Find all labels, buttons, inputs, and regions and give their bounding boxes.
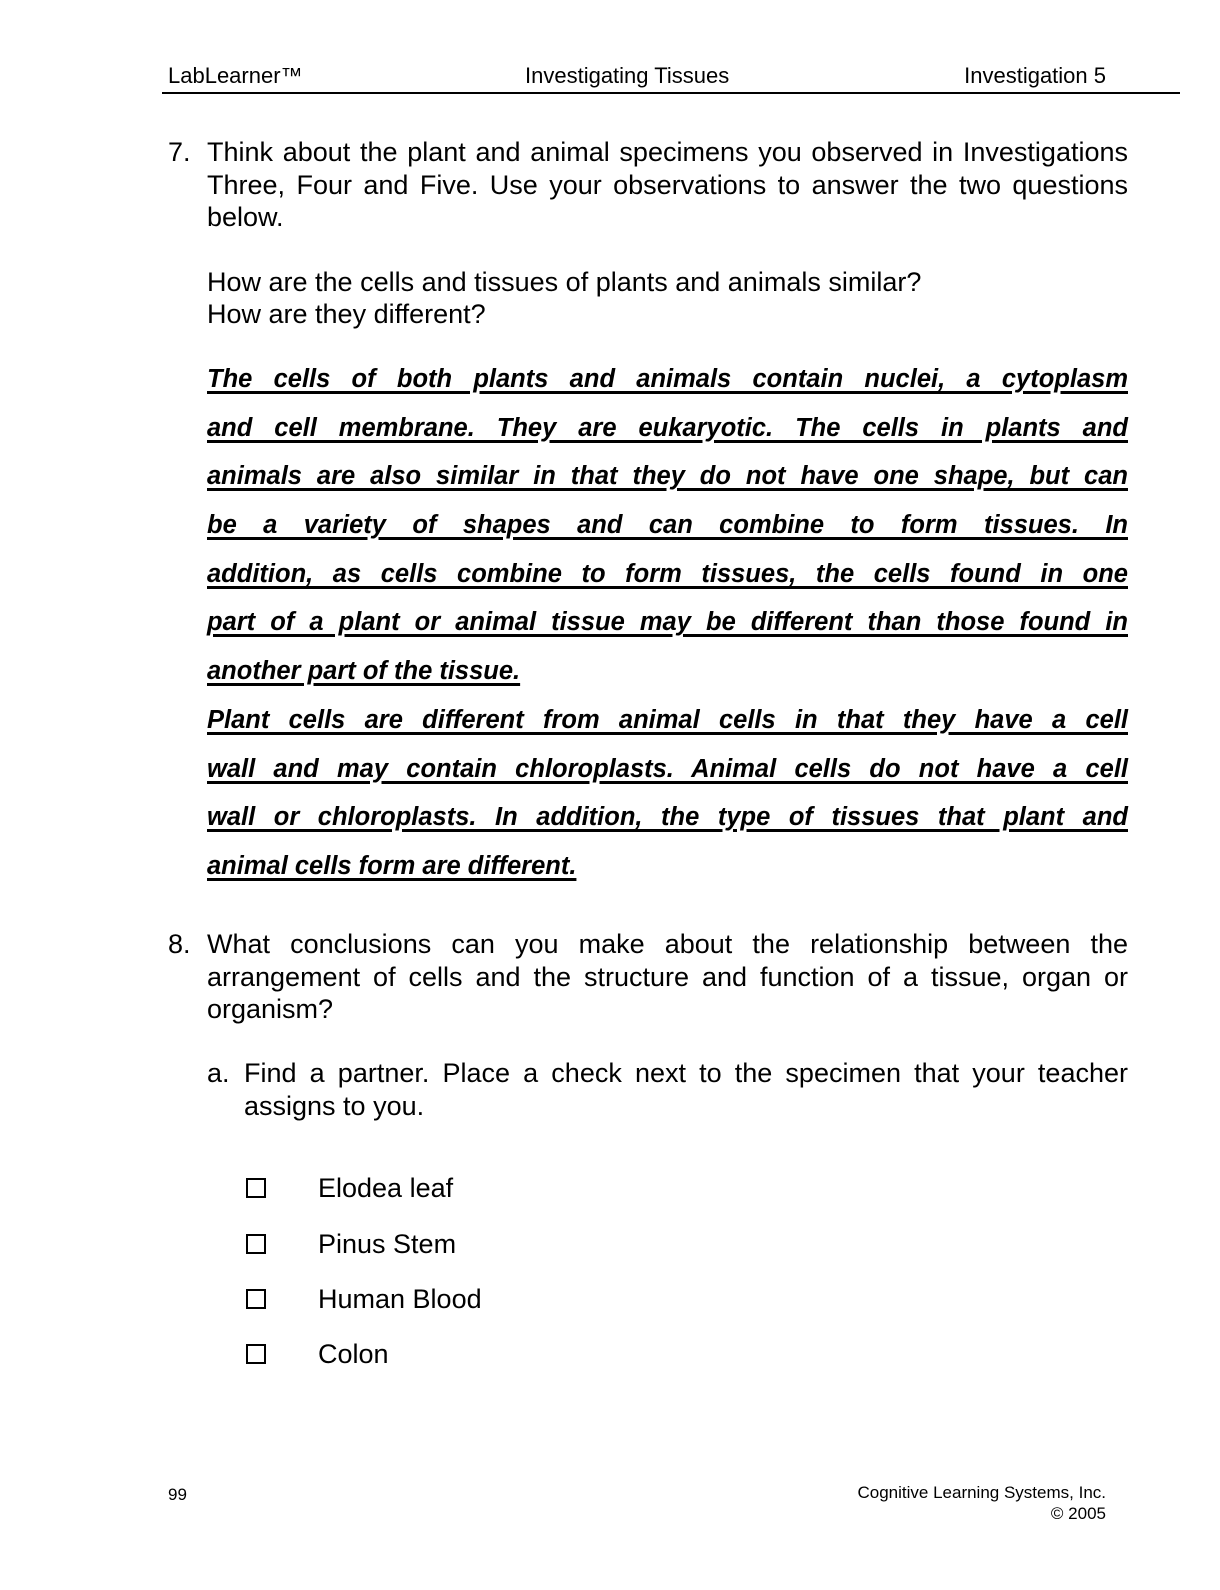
- page-number: 99: [168, 1485, 187, 1504]
- question-7-similar-question: How are the cells and tissues of plants and animals similar?: [207, 266, 922, 297]
- question-8-part-a: [207, 1057, 1128, 1122]
- answer-line: The cells of both plants and animals contain nuclei, a cytoplasm: [207, 365, 1128, 393]
- header-left-brand: LabLearner™: [168, 63, 303, 88]
- checkbox-human-blood[interactable]: [246, 1289, 266, 1309]
- specimen-label: Elodea leaf: [318, 1173, 454, 1203]
- specimen-label: Pinus Stem: [318, 1229, 457, 1259]
- answer-line: animal cells form are different.: [207, 851, 577, 880]
- question-8-number: 8.: [168, 929, 191, 959]
- header-center-title: Investigating Tissues: [525, 63, 730, 88]
- question-8: [168, 928, 1128, 1026]
- answer-line: be a variety of shapes and can combine to form tissues. In: [207, 511, 1128, 540]
- checkbox-pinus[interactable]: [246, 1234, 266, 1254]
- answer-line: wall and may contain chloroplasts. Animal cells do not have a cell: [207, 754, 1128, 783]
- answer-line: another part of the tissue.: [207, 657, 521, 686]
- answer-line: animals are also similar in that they do not have one shape, but can: [207, 462, 1128, 491]
- specimen-option-colon[interactable]: [246, 1339, 389, 1369]
- answer-line: and cell membrane. They are eukaryotic. The cells in plants and: [207, 413, 1128, 442]
- part-a-label: a.: [207, 1058, 230, 1088]
- specimen-option-pinus[interactable]: [246, 1229, 457, 1259]
- checkbox-colon[interactable]: [246, 1344, 266, 1364]
- header-divider: [162, 92, 1180, 94]
- answer-line: part of a plant or animal tissue may be different than those found in: [207, 608, 1128, 637]
- answer-line: Plant cells are different from animal cells in that they have a cell: [207, 705, 1128, 734]
- part-a-text: Find a partner. Place a check next to the specimen that your teacher assigns to you.: [244, 1058, 1128, 1121]
- question-7-different-question: How are they different?: [207, 299, 486, 329]
- checkbox-elodea[interactable]: [246, 1178, 266, 1198]
- question-7-answer: [207, 360, 1128, 896]
- question-8-prompt: What conclusions can you make about the relationship between the arrangement of cells and the structure and function of a tissue, organ or organism?: [207, 929, 1128, 1024]
- specimen-option-elodea[interactable]: [246, 1173, 454, 1203]
- footer-copyright: © 2005: [1050, 1504, 1106, 1523]
- footer-publisher: Cognitive Learning Systems, Inc.: [857, 1483, 1106, 1502]
- specimen-option-human-blood[interactable]: [246, 1284, 482, 1314]
- answer-line: wall or chloroplasts. In addition, the type of tissues that plant and: [207, 803, 1128, 832]
- answer-line: addition, as cells combine to form tissues, the cells found in one: [207, 559, 1128, 588]
- question-7: [168, 136, 1128, 331]
- question-7-number: 7.: [168, 137, 191, 167]
- question-7-prompt: Think about the plant and animal specimens you observed in Investigations Three, Four and Five. Use your observations to answer the two questions below.: [207, 137, 1128, 232]
- header-right-investigation: Investigation 5: [964, 63, 1106, 88]
- specimen-label: Human Blood: [318, 1284, 482, 1314]
- specimen-label: Colon: [318, 1339, 389, 1369]
